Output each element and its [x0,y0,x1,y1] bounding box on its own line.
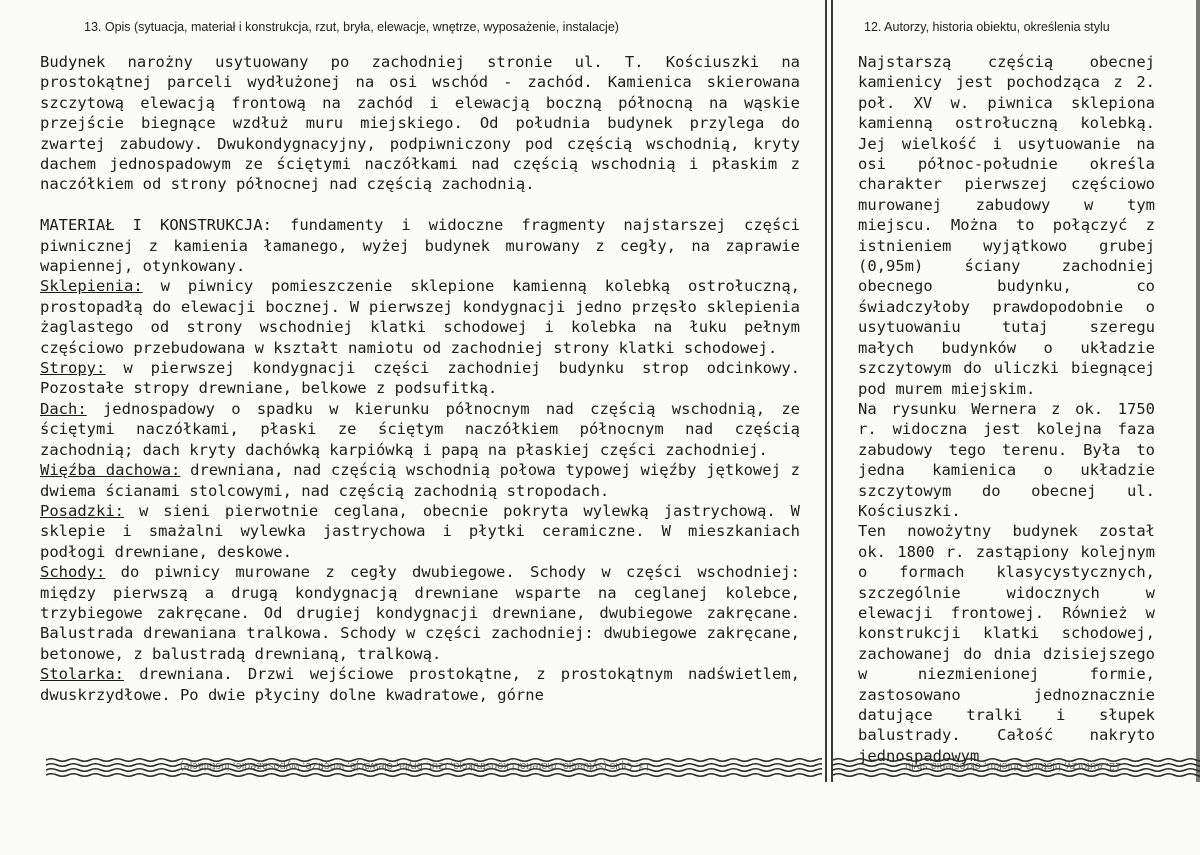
roof-label: Dach: [40,399,87,418]
description-column [40,52,800,705]
wave-line [46,774,822,777]
wave-line [833,774,1200,777]
floors-label: Posadzki: [40,501,124,520]
vaults-paragraph [40,276,800,358]
column-divider-line-2 [831,0,833,782]
mirrored-header-right: 12. Autorzy, historia obiektu, określenia stylu [905,760,1122,772]
history-paragraph-2: Na rysunku Wernera z ok. 1750 r. widoczna jest kolejna faza zabudowy tego terenu. Była to jedna kamienica o układzie szczytowym do obecnej ul. Kościuszki. [858,399,1155,520]
roof-text: jednospadowy o spadku w kierunku północnym nad częścią wschodnią, ze ściętymi naczółkami, płaski ze ściętym naczółkiem północnym nad częścią zachodnią; dach kryty dachówką karpiówką i papą na płaskiej części zachodniej. [40,399,800,459]
truss-paragraph [40,460,800,501]
stairs-text: do piwnicy murowane z cegły dwubiegowe. Schody w części wschodniej: między pierwszą a drugą kondygnacją drewniane wsparte na ceglanej kolebce, trzybiegowe zakręcane. Od drugiej kondygnacji drewniane, dwubiegowe zakręcane. Balustrada drewaniana tralkowa. Schody w części zachodniej: dwubiegowe zakręcane, betonowe, z balustradą drewnianą, tralkową. [40,563,800,663]
floors-text: w sieni pierwotnie ceglana, obecnie pokryta wylewką jastrychową. W sklepie i smażalni wylewka jastrychowa i płytki ceramiczne. W mieszkaniach podłogi drewniane, deskowe. [40,501,800,561]
history-paragraph-3: Ten nowożytny budynek został ok. 1800 r. zastąpiony kolejnym o formach klasycystycznych, szczególnie widocznych w elewacji frontowej. Również w konstrukcji klatki schodowej, zachowanej do dnia dzisiejszego w niezmienionej formie, zastosowano jednoznacznie datujące tralki i słupek balustrady. Całość nakryto jednospadowym [858,522,1155,765]
section-13-header: 13. Opis (sytuacja, materiał i konstrukcja, rzut, bryła, elewacje, wnętrze, wyposażenie, instalacje) [84,20,619,34]
section-12-header: 12. Autorzy, historia obiektu, określenia stylu [864,20,1110,34]
joinery-text: drewniana. Drzwi wejściowe prostokątne, z prostokątnym nadświetlem, dwuskrzydłowe. Po dwie płyciny dolne kwadratowe, górne [40,665,800,704]
material-paragraph: MATERIAŁ I KONSTRUKCJA: fundamenty i widoczne fragmenty najstarszej części piwnicznej z kamienia łamanego, wyżej budynek murowany z cegły, na zaprawie wapiennej, otynkowany. [40,216,800,276]
joinery-paragraph [40,664,800,705]
mirrored-header-left: 13. Opis (sytuacja, materiał i konstrukcja, rzut, bryła, elewacje, wnętrze, wyposażenie, instalacje) [180,760,651,772]
location-paragraph: Budynek narożny usytuowany po zachodniej stronie ul. T. Kościuszki na prostokątnej parceli wydłużonej na osi wschód - zachód. Kamienica skierowana szczytową elewacją frontową na zachód i elewacją boczną północną na wąskie przejście biegnące wzdłuż muru miejskiego. Od południa budynek przylega do zwartej zabudowy. Dwukondygnacyjny, podpiwniczony pod częścią wschodnią, kryty dachem jednospadowym ze ściętymi naczółkami nad częścią wschodnią i płaskim z naczółkiem od strony północnej nad częścią zachodnią. [40,53,800,194]
floors-paragraph [40,501,800,562]
roof-paragraph [40,399,800,460]
ceilings-label: Stropy: [40,359,106,378]
history-paragraph-1: Najstarszą częścią obecnej kamienicy jest pochodząca z 2. poł. XV w. piwnica sklepiona kamienną ostrołuczną kolebką. Jej wielkość i usytuowanie na osi północ-południe określa charakter pierwszej częściowo murowanej zabudowy w tym miejscu. Można to połączyć z istnieniem wyjątkowo grubej (0,95m) ściany zachodniej obecnego budynku, co świadczyłoby prawdopodobnie o usytuowaniu tutaj szeregu małych budynków o układzie szczytowym do uliczki biegnącej pod murem miejskim. [858,53,1155,398]
ceilings-text: w pierwszej kondygnacji części zachodniej budynku strop odcinkowy. Pozostałe stropy drewniane, belkowe z podsufitką. [40,359,800,398]
ceilings-paragraph [40,358,800,399]
history-column [858,52,1155,766]
truss-label: Więźba dachowa: [40,461,181,480]
stairs-label: Schody: [40,563,106,582]
joinery-label: Stolarka: [40,665,124,684]
column-divider-line [825,0,827,782]
stairs-paragraph [40,562,800,664]
vaults-label: Sklepienia: [40,277,143,296]
page-edge [1196,0,1200,782]
truss-text: drewniana, nad częścią wschodnią połowa typowej więźby jętkowej z dwiema ścianami stolcowymi, nad częścią zachodnią stropodach. [40,461,800,500]
vaults-text: w piwnicy pomieszczenie sklepione kamienną kolebką ostrołuczną, prostopadłą do elewacji bocznej. W pierwszej kondygnacji jedno przęsło sklepienia żaglastego od strony wschodniej klatki schodowej i kolebka na łuku pełnym częściowo przebudowana w kształt namiotu od zachodniej strony klatki schodowej. [40,277,800,357]
